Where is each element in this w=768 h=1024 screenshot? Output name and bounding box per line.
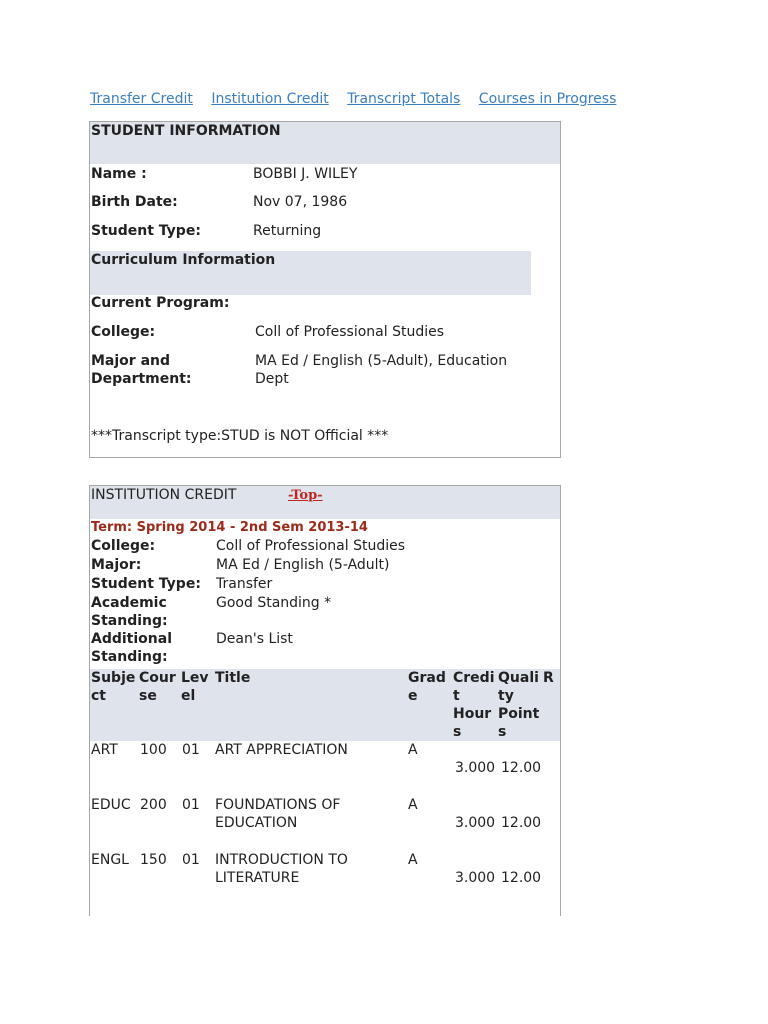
row-course: 150: [140, 852, 167, 868]
college-value: Coll of Professional Studies: [255, 324, 445, 340]
additional-standing-label-line1: Additional: [91, 631, 172, 647]
row-level: 01: [182, 797, 200, 813]
row-quality-points: 12.00: [501, 760, 542, 776]
major-department-label-line2: Department:: [91, 371, 192, 387]
nav-link-institution-credit[interactable]: Institution Credit: [211, 91, 329, 107]
ic-student-type-label: Student Type:: [91, 576, 201, 592]
row-course: 200: [140, 797, 167, 813]
academic-standing-label-line1: Academic: [91, 595, 167, 611]
col-title-header: Title: [215, 670, 251, 686]
row-subject: EDUC: [91, 797, 131, 813]
row-level: 01: [182, 742, 200, 758]
institution-credit-title: INSTITUTION CREDIT: [91, 487, 237, 503]
institution-credit-panel: [89, 485, 561, 916]
row-title: ART APPRECIATION: [215, 742, 348, 758]
row-subject: ART: [91, 742, 118, 758]
student-information-title: STUDENT INFORMATION: [91, 123, 281, 139]
col-level-header: Lev el: [181, 670, 209, 704]
row-quality-points: 12.00: [501, 870, 542, 886]
student-information-panel: [89, 121, 561, 458]
transcript-type-note: ***Transcript type:STUD is NOT Official ***: [91, 428, 389, 444]
ic-major-label: Major:: [91, 557, 142, 573]
academic-standing-value: Good Standing *: [216, 595, 332, 611]
student-type-label: Student Type:: [91, 223, 201, 239]
additional-standing-label-line2: Standing:: [91, 649, 168, 665]
col-grade-header: Grad e: [408, 670, 446, 704]
current-program-label: Current Program:: [91, 295, 230, 311]
student-type-value: Returning: [253, 223, 322, 239]
section-nav: [90, 91, 630, 107]
curriculum-header: [90, 251, 531, 295]
row-quality-points: 12.00: [501, 815, 542, 831]
course-table-header: [90, 669, 560, 741]
col-course-header: Cour se: [139, 670, 176, 704]
row-grade: A: [408, 852, 418, 868]
row-title-line2: LITERATURE: [215, 870, 300, 886]
ic-college-value: Coll of Professional Studies: [216, 538, 406, 554]
col-quality-points-header: Quali ty Point s: [498, 670, 540, 740]
curriculum-title: Curriculum Information: [91, 252, 276, 268]
row-credit-hours: 3.000: [455, 870, 496, 886]
additional-standing-value: Dean's List: [216, 631, 293, 647]
ic-major-value: MA Ed / English (5-Adult): [216, 557, 390, 573]
row-subject: ENGL: [91, 852, 129, 868]
row-title-line1: INTRODUCTION TO: [215, 852, 348, 868]
college-label: College:: [91, 324, 156, 340]
row-credit-hours: 3.000: [455, 760, 496, 776]
birth-date-value: Nov 07, 1986: [253, 194, 348, 210]
ic-student-type-value: Transfer: [216, 576, 273, 592]
major-department-value-line1: MA Ed / English (5-Adult), Education: [255, 353, 508, 369]
nav-link-courses-in-progress[interactable]: Courses in Progress: [478, 91, 617, 107]
row-credit-hours: 3.000: [455, 815, 496, 831]
top-link[interactable]: -Top-: [288, 488, 323, 503]
term-heading: Term: Spring 2014 - 2nd Sem 2013-14: [91, 520, 368, 535]
row-title-line2: EDUCATION: [215, 815, 298, 831]
major-department-label-line1: Major and: [91, 353, 171, 369]
nav-link-transfer-credit[interactable]: Transfer Credit: [90, 91, 193, 107]
row-grade: A: [408, 797, 418, 813]
institution-credit-header: [90, 486, 560, 519]
col-subject-header: Subje ct: [91, 670, 136, 704]
row-title-line1: FOUNDATIONS OF: [215, 797, 341, 813]
academic-standing-label-line2: Standing:: [91, 613, 168, 629]
name-value: BOBBI J. WILEY: [253, 166, 358, 182]
row-course: 100: [140, 742, 167, 758]
col-credit-hours-header: Credi t Hour s: [453, 670, 495, 740]
ic-college-label: College:: [91, 538, 156, 554]
nav-link-transcript-totals[interactable]: Transcript Totals: [347, 91, 461, 107]
row-grade: A: [408, 742, 418, 758]
birth-date-label: Birth Date:: [91, 194, 178, 210]
name-label: Name :: [91, 166, 147, 182]
student-information-header: [90, 122, 560, 164]
major-department-value-line2: Dept: [255, 371, 289, 387]
col-r-header: R: [543, 670, 554, 686]
row-level: 01: [182, 852, 200, 868]
